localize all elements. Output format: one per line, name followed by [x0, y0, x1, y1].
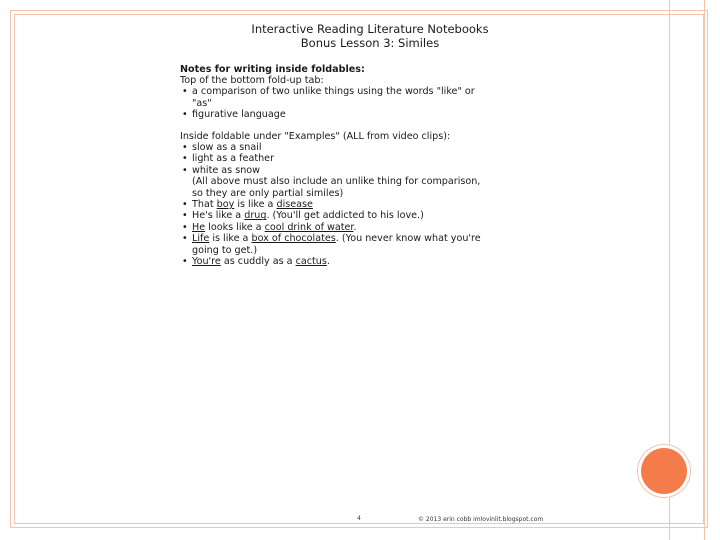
text-span: as cuddly as a [220, 256, 296, 268]
underlined-word: drug [244, 210, 267, 222]
decorative-circle [641, 448, 687, 494]
document-title [180, 22, 560, 50]
examples-list [180, 142, 560, 267]
examples-heading: Inside foldable under "Examples" (ALL from video clips): [180, 130, 451, 142]
text-span: . [326, 256, 330, 268]
list-item: • light as a feather [180, 153, 560, 164]
title-line-1: Interactive Reading Literature Notebooks [251, 22, 489, 36]
text-span: is like a [234, 199, 277, 211]
text-span: That [192, 199, 217, 211]
title-line-2: Bonus Lesson 3: Similes [300, 36, 440, 50]
underlined-word: He [192, 221, 206, 233]
list-item [180, 256, 560, 267]
list-item: • slow as a snail [180, 142, 560, 153]
underlined-word: cactus [295, 256, 327, 268]
list-item [180, 233, 560, 244]
text-span: is like a [209, 233, 252, 245]
copyright-footer: © 2013 erin cobb imlovinlit.blogspot.com [418, 516, 544, 523]
top-tab-heading: Top of the bottom fold-up tab: [180, 75, 324, 86]
list-item [180, 199, 560, 210]
underlined-word: disease [276, 199, 313, 211]
list-item: • figurative language [180, 109, 560, 120]
underlined-word: Life [192, 233, 210, 245]
underlined-word: You're [192, 256, 221, 268]
underlined-word: box of chocolates [251, 233, 336, 245]
underlined-word: boy [216, 199, 235, 211]
list-item: • white as snow [180, 165, 560, 176]
underlined-word: cool drink of water [264, 221, 354, 233]
text-span: He's like a [192, 210, 245, 222]
notes-heading: Notes for writing inside foldables: [180, 64, 365, 75]
list-item-continuation: "as" [192, 97, 212, 109]
list-item-note: (All above must also include an unlike thing for comparison, [192, 176, 481, 188]
text-span: . (You'll get addicted to his love.) [266, 210, 424, 222]
text-span: . [353, 221, 357, 233]
page-number: 4 [357, 515, 361, 522]
text-span: . (You never know what you're [335, 233, 481, 245]
list-item: • a comparison of two unlike things using the words "like" or [180, 86, 560, 97]
list-item [180, 222, 560, 233]
list-item [180, 210, 560, 221]
list-item-continuation: going to get.) [192, 244, 258, 256]
top-tab-list [180, 86, 560, 120]
document-page [180, 18, 560, 528]
list-item-note: so they are only partial similes) [192, 187, 344, 199]
text-span: looks like a [205, 221, 265, 233]
